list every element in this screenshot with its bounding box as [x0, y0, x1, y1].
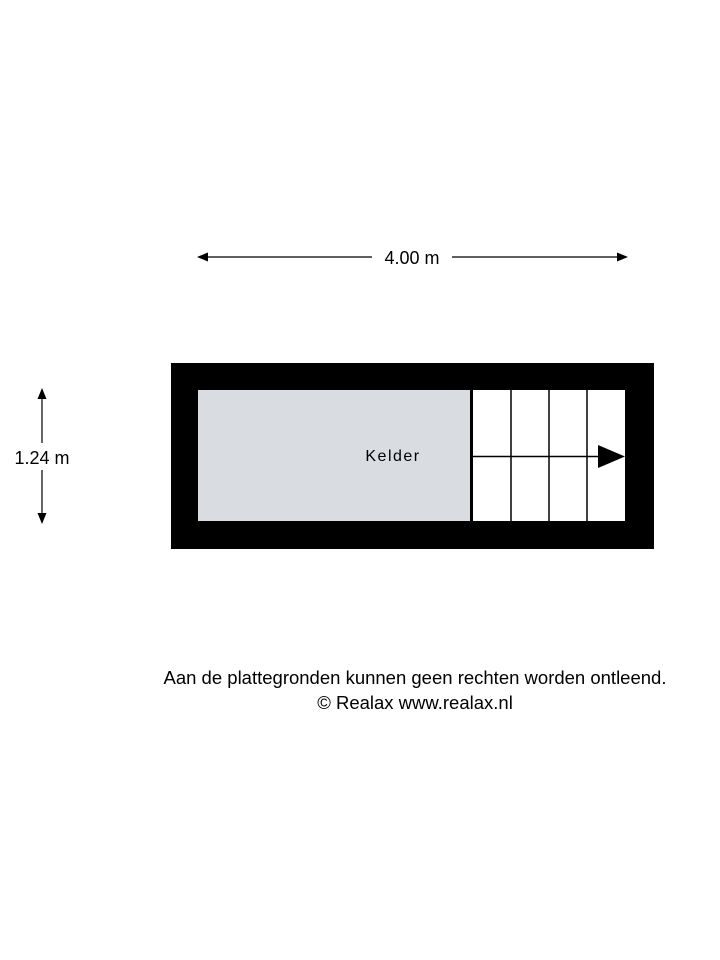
arrow-up-icon [38, 388, 47, 399]
room-kelder-label: Kelder [365, 448, 421, 465]
copyright-text: © Realax www.realax.nl [317, 692, 513, 713]
arrow-down-icon [38, 513, 47, 524]
disclaimer-text: Aan de plattegronden kunnen geen rechten worden ontleend. [163, 667, 667, 688]
width-dimension [197, 248, 628, 268]
height-dimension-label: 1.24 m [14, 448, 70, 468]
arrow-right-icon [617, 253, 628, 262]
room-kelder-floor [198, 390, 470, 521]
width-dimension-label: 4.00 m [384, 248, 440, 268]
staircase [473, 390, 625, 521]
height-dimension [14, 388, 69, 524]
arrow-left-icon [197, 253, 208, 262]
